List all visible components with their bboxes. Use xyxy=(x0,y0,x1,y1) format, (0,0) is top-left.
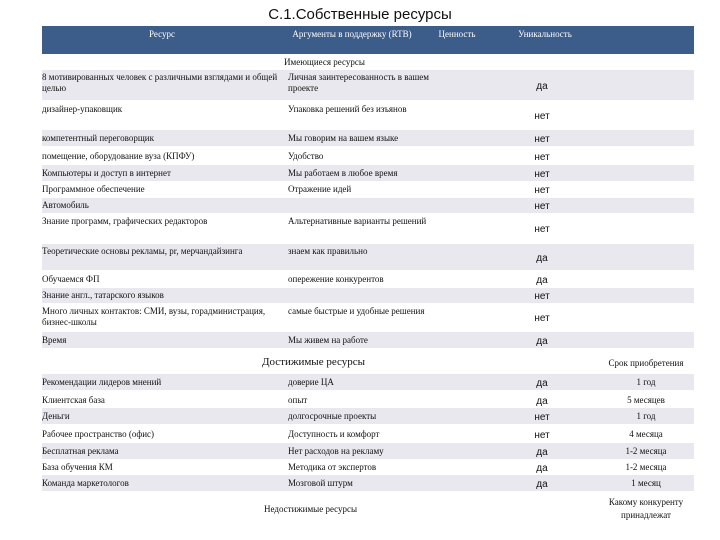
uniqueness-cell: да xyxy=(536,336,548,347)
term-cell: 1 месяц xyxy=(631,478,661,488)
uniqueness-cell: да xyxy=(536,447,548,458)
table-row xyxy=(42,130,694,146)
resource-cell: Теоретические основы рекламы, pr, мерчандайзинга xyxy=(42,246,243,256)
term-cell: 1 год xyxy=(636,377,656,387)
uniqueness-cell: нет xyxy=(534,134,550,145)
resource-cell: Автомобиль xyxy=(42,200,89,210)
uniqueness-cell: нет xyxy=(534,313,550,324)
term-cell: 4 месяца xyxy=(629,429,663,439)
uniqueness-cell: нет xyxy=(534,169,550,180)
argument-cell: знаем как правильно xyxy=(288,246,368,256)
uniqueness-cell: да xyxy=(536,253,548,264)
table-header xyxy=(42,26,694,54)
argument-cell: самые быстрые и удобные решения xyxy=(288,306,425,316)
resource-cell: Клиентская база xyxy=(42,395,105,405)
argument-cell: опыт xyxy=(288,395,308,405)
uniqueness-cell: да xyxy=(536,81,548,92)
resource-cell: Знание программ, графических редакторов xyxy=(42,216,208,226)
argument-cell: опережение конкурентов xyxy=(288,274,384,284)
table-row xyxy=(42,244,694,270)
header-value: Ценность xyxy=(438,29,476,39)
argument-cell: Мы работаем в любое время xyxy=(288,168,398,178)
argument-cell: Личная заинтересованность в вашем проекте xyxy=(288,72,429,93)
uniqueness-cell: да xyxy=(536,479,548,490)
term-cell: 1-2 месяца xyxy=(625,446,667,456)
argument-cell: Альтернативные варианты решений xyxy=(288,216,427,226)
competitor-owner-header: Какому конкуренту принадлежат xyxy=(608,497,684,520)
table-row xyxy=(42,408,694,424)
resource-cell: Деньги xyxy=(42,411,70,421)
resource-cell: Рекомендации лидеров мнений xyxy=(42,377,162,387)
resource-cell: Много личных контактов: СМИ, вузы, горадминистрация, бизнес-школы xyxy=(42,306,266,327)
uniqueness-cell: нет xyxy=(534,412,550,423)
table-row xyxy=(42,332,694,348)
table-row xyxy=(42,271,694,287)
table-row xyxy=(42,426,694,442)
table-row xyxy=(42,165,694,181)
section-available: Имеющиеся ресурсы xyxy=(284,57,365,67)
argument-cell: Мы говорим на вашем языке xyxy=(288,133,399,143)
resource-cell: помещение, оборудование вуза (КПФУ) xyxy=(42,151,195,161)
table-row xyxy=(42,374,694,390)
uniqueness-cell: да xyxy=(536,463,548,474)
resource-cell: Знание англ., татарского языков xyxy=(42,290,164,300)
table-row xyxy=(42,288,694,303)
term-cell: 1 год xyxy=(636,411,656,421)
table-row xyxy=(42,459,694,475)
argument-cell: Упаковка решений без изъянов xyxy=(288,104,407,114)
argument-cell: Мы живем на работе xyxy=(288,335,368,345)
argument-cell: Отражение идей xyxy=(288,184,352,194)
argument-cell: доверие ЦА xyxy=(288,377,334,387)
header-resource: Ресурс xyxy=(149,29,175,39)
resource-cell: Компьютеры и доступ в интернет xyxy=(42,168,171,178)
uniqueness-cell: да xyxy=(536,275,548,286)
resource-cell: Рабочее пространство (офис) xyxy=(42,429,155,439)
argument-cell: Нет расходов на рекламу xyxy=(288,446,384,456)
section-unattainable: Недостижимые ресурсы xyxy=(264,504,358,514)
resource-cell: дизайнер-упаковщик xyxy=(42,104,123,114)
argument-cell: долгосрочные проекты xyxy=(288,411,377,421)
resource-cell: компетентный переговорщик xyxy=(42,133,154,143)
table-row xyxy=(42,198,694,213)
table-row xyxy=(42,102,694,128)
table-row xyxy=(42,443,694,459)
uniqueness-cell: нет xyxy=(534,291,550,302)
uniqueness-cell: да xyxy=(536,378,548,389)
table-row xyxy=(42,475,694,491)
argument-cell: Мозговой штурм xyxy=(288,478,353,488)
page-title: С.1.Собственные ресурсы xyxy=(268,6,452,23)
resource-cell: Команда маркетологов xyxy=(42,478,129,488)
uniqueness-cell: нет xyxy=(534,152,550,163)
resource-cell: База обучения КМ xyxy=(42,462,113,472)
term-cell: 1-2 месяца xyxy=(625,462,667,472)
resource-cell: Обучаемся ФП xyxy=(42,274,100,284)
header-uniqueness: Уникальность xyxy=(518,29,572,39)
resource-cell: Время xyxy=(42,335,67,345)
uniqueness-cell: да xyxy=(536,396,548,407)
acquisition-term-header: Срок приобретения xyxy=(608,358,684,368)
table-row xyxy=(42,70,694,100)
argument-cell: Доступность и комфорт xyxy=(288,429,380,439)
table-row xyxy=(42,214,694,242)
argument-cell: Методика от экспертов xyxy=(288,462,377,472)
table-row xyxy=(42,304,694,330)
argument-cell: Удобство xyxy=(288,151,324,161)
resource-cell: Программное обеспечение xyxy=(42,184,145,194)
table-row xyxy=(42,392,694,408)
header-argument: Аргументы в поддержку (RTB) xyxy=(292,29,412,39)
uniqueness-cell: нет xyxy=(534,185,550,196)
resource-cell: 8 мотивированных человек с различными взглядами и общей целью xyxy=(42,72,278,93)
uniqueness-cell: нет xyxy=(534,201,550,212)
table-row xyxy=(42,182,694,197)
resource-cell: Бесплатная реклама xyxy=(42,446,119,456)
uniqueness-cell: нет xyxy=(534,430,550,441)
uniqueness-cell: нет xyxy=(534,111,550,122)
term-cell: 5 месяцев xyxy=(627,395,665,405)
section-attainable: Достижимые ресурсы xyxy=(262,356,365,368)
table-row xyxy=(42,148,694,164)
uniqueness-cell: нет xyxy=(534,224,550,235)
